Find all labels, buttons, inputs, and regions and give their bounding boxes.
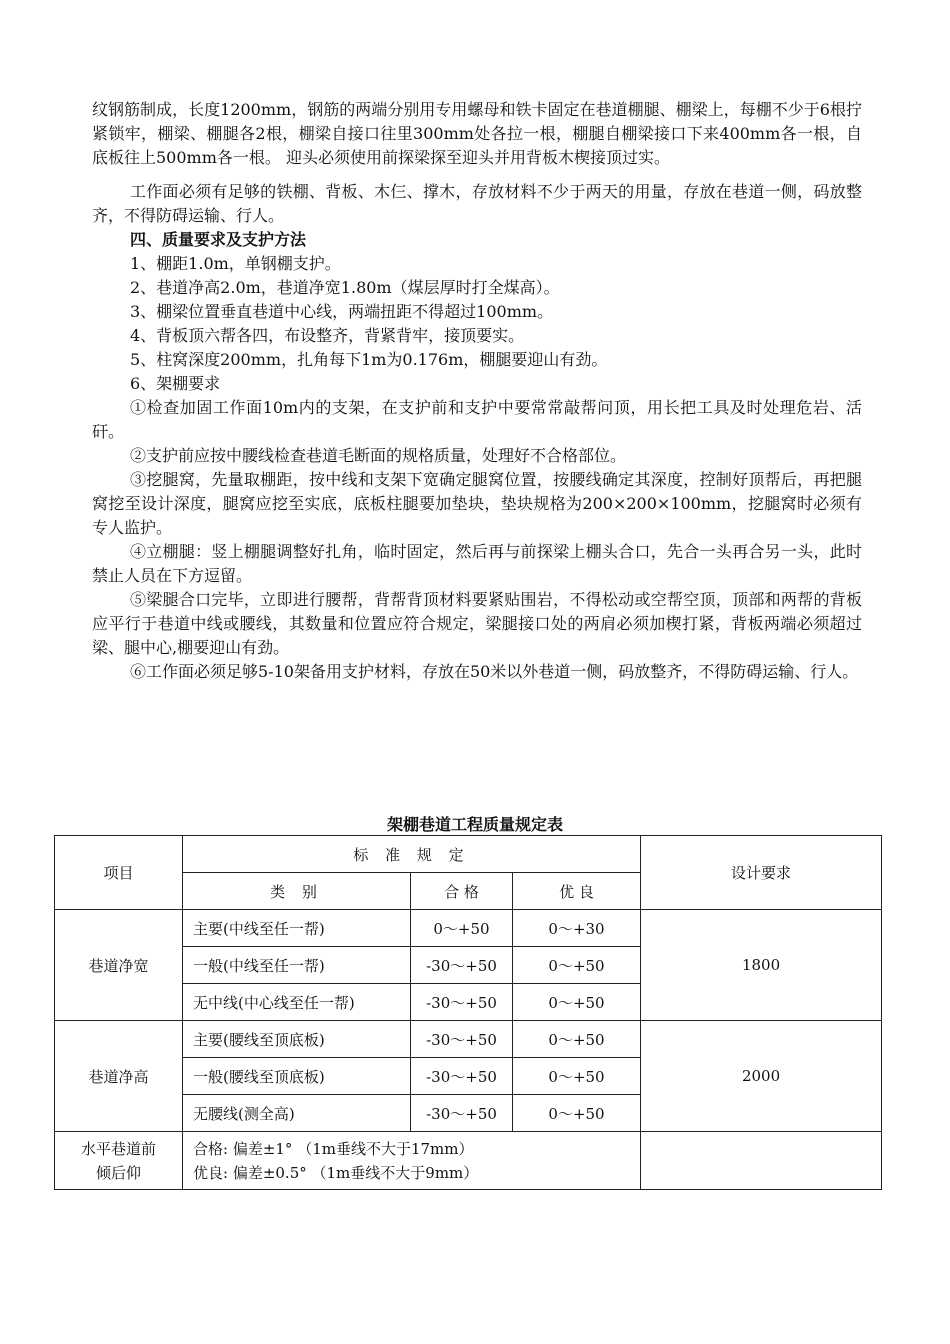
category-cell: 主要(中线至任一帮)	[183, 910, 411, 947]
group-name-width: 巷道净宽	[55, 910, 183, 1021]
list-item: ②支护前应按中腰线检查巷道毛断面的规格质量，处理好不合格部位。	[130, 446, 627, 465]
tilt-name-line1: 水平巷道前	[80, 1139, 156, 1158]
tilt-design	[641, 1132, 882, 1190]
pass-cell: -30～+50	[411, 947, 513, 984]
paragraph-rebar: 纹钢筋制成，长度1200mm，钢筋的两端分别用专用螺母和铁卡固定在巷道棚腿、棚梁上，每棚不少于6根拧紧锁牢，棚梁、棚腿各2根，棚梁自接口往里300mm处各拉一根，棚腿自棚梁接口下来400mm各一根，自底板往上500mm各一根。 迎头必须使用前探梁探至迎头并用背板木楔接顶过实。	[92, 100, 862, 167]
pass-cell: -30～+50	[411, 1021, 513, 1058]
good-cell: 0～+50	[513, 1021, 641, 1058]
good-cell: 0～+50	[513, 1058, 641, 1095]
header-good: 优 良	[513, 873, 641, 910]
good-cell: 0～+50	[513, 1095, 641, 1132]
pass-cell: -30～+50	[411, 1095, 513, 1132]
group-name-height: 巷道净高	[55, 1021, 183, 1132]
good-cell: 0～+30	[513, 910, 641, 947]
good-cell: 0～+50	[513, 947, 641, 984]
tilt-criteria	[183, 1132, 641, 1190]
header-item: 项目	[55, 836, 183, 910]
table-row	[55, 1021, 882, 1058]
design-width: 1800	[641, 910, 882, 1021]
table-row	[55, 1132, 882, 1190]
table-row	[55, 910, 882, 947]
list-item: ③挖腿窝，先量取棚距，按中线和支架下宽确定腿窝位置，按腰线确定其深度，控制好顶帮后，再把腿窝挖至设计深度，腿窝应挖至实底，底板柱腿要加垫块，垫块规格为200×200×100mm，挖腿窝时必须有专人监护。	[92, 470, 862, 537]
body-text	[92, 98, 862, 684]
header-category: 类 别	[183, 873, 411, 910]
category-cell: 一般(腰线至顶底板)	[183, 1058, 411, 1095]
design-height: 2000	[641, 1021, 882, 1132]
list-item: ①检查加固工作面10m内的支架，在支护前和支护中要常常敲帮问顶，用长把工具及时处理危岩、活矸。	[92, 398, 862, 441]
category-cell: 无中线(中心线至任一帮)	[183, 984, 411, 1021]
section-heading: 四、质量要求及支护方法	[130, 230, 307, 249]
list-item: ⑤梁腿合口完毕，立即进行腰帮，背帮背顶材料要紧贴围岩，不得松动或空帮空顶，顶部和两帮的背板应平行于巷道中线或腰线，其数量和位置应符合规定，梁腿接口处的两肩必须加楔打紧，背板两端必须超过梁、腿中心,棚要迎山有劲。	[92, 590, 862, 657]
table-caption: 架棚巷道工程质量规定表	[386, 815, 563, 834]
pass-cell: -30～+50	[411, 1058, 513, 1095]
pass-cell: -30～+50	[411, 984, 513, 1021]
paragraph-materials: 工作面必须有足够的铁棚、背板、木仨、撑木，存放材料不少于两天的用量，存放在巷道一侧，码放整齐，不得防碍运输、行人。	[92, 182, 862, 225]
header-standard: 标 准 规 定	[183, 836, 641, 873]
tilt-pass: 合格: 偏差±1° （1m垂线不大于17mm）	[193, 1139, 474, 1158]
tilt-good: 优良: 偏差±0.5° （1m垂线不大于9mm）	[193, 1163, 479, 1182]
category-cell: 无腰线(测全高)	[183, 1095, 411, 1132]
list-item: 1、棚距1.0m，单钢棚支护。	[130, 254, 341, 273]
tilt-name	[55, 1132, 183, 1190]
category-cell: 主要(腰线至顶底板)	[183, 1021, 411, 1058]
list-item: 4、背板顶六帮各四，布设整齐，背紧背牢，接顶要实。	[130, 326, 525, 345]
header-pass: 合 格	[411, 873, 513, 910]
list-item: 6、架棚要求	[130, 374, 221, 393]
header-design: 设计要求	[641, 836, 882, 910]
good-cell: 0～+50	[513, 984, 641, 1021]
pass-cell: 0～+50	[411, 910, 513, 947]
tilt-name-line2: 倾后仰	[95, 1163, 141, 1182]
category-cell: 一般(中线至任一帮)	[183, 947, 411, 984]
list-item: 3、棚梁位置垂直巷道中心线，两端扭距不得超过100mm。	[130, 302, 554, 321]
list-item: 5、柱窝深度200mm，扎角每下1m为0.176m，棚腿要迎山有劲。	[130, 350, 608, 369]
quality-table	[54, 835, 882, 1190]
list-item: ⑥工作面必须足够5-10架备用支护材料，存放在50米以外巷道一侧，码放整齐，不得防碍运输、行人。	[130, 662, 859, 681]
list-item: 2、巷道净高2.0m，巷道净宽1.80m（煤层厚时打全煤高）。	[130, 278, 560, 297]
list-item: ④立棚腿：竖上棚腿调整好扎角，临时固定，然后再与前探梁上棚头合口，先合一头再合另一头，此时禁止人员在下方逗留。	[92, 542, 862, 585]
